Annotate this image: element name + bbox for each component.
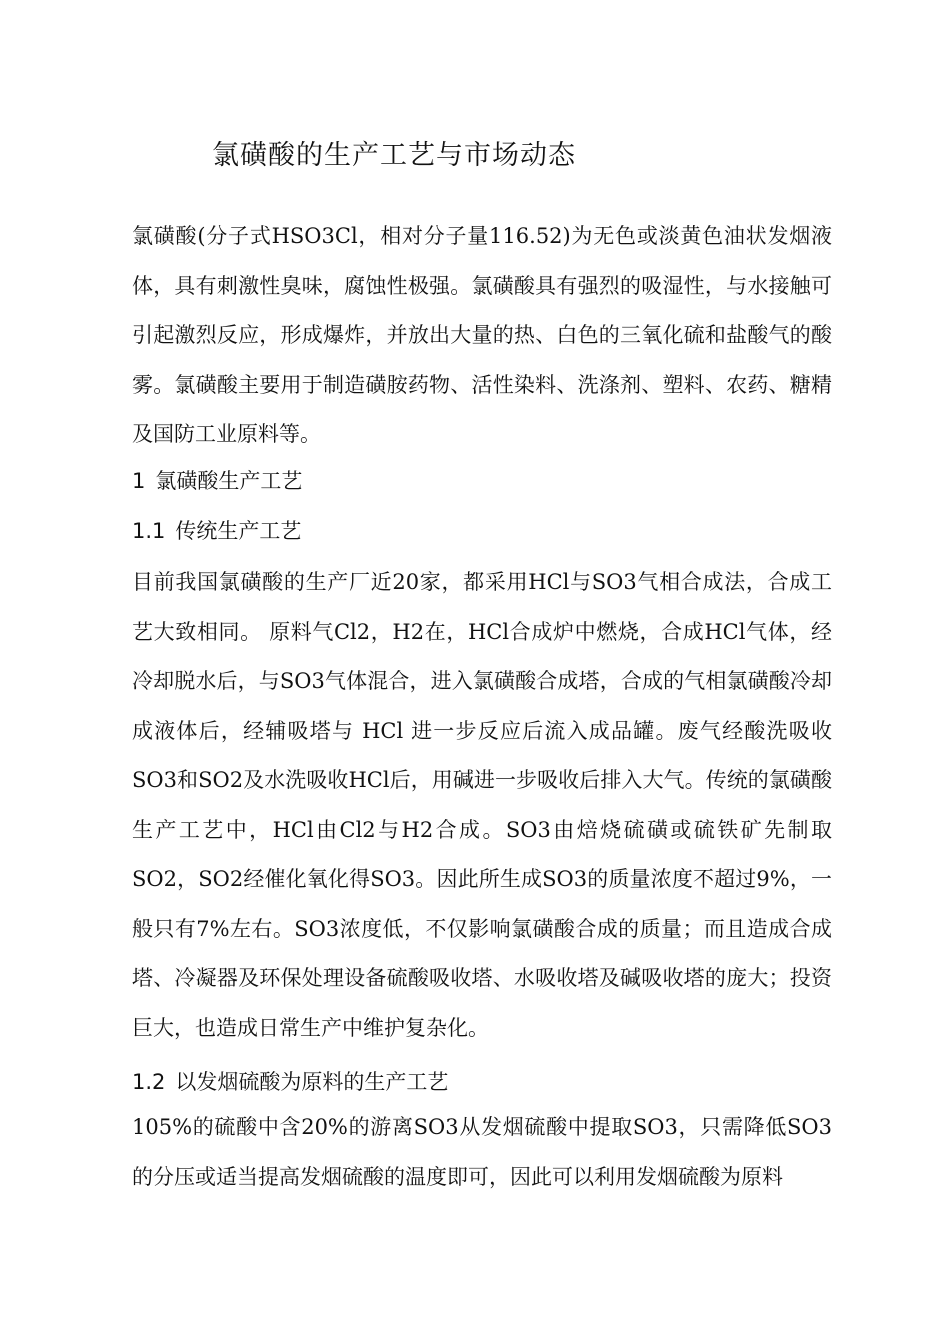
intro-paragraph: 氯磺酸(分子式HSO3Cl，相对分子量116.52)为无色或淡黄色油状发烟液体，具有刺激性臭味，腐蚀性极强。氯磺酸具有强烈的吸湿性，与水接触可引起激烈反应，形成爆炸，并放出大量的热、白色的三氧化硫和盐酸气的酸雾。氯磺酸主要用于制造磺胺药物、活性染料、洗涤剂、塑料、农药、糖精及国防工业原料等。	[132, 224, 832, 446]
section-1-number: 1	[132, 469, 146, 493]
document-title: 氯磺酸的生产工艺与市场动态	[212, 140, 576, 171]
section-1-heading	[132, 465, 302, 497]
section-1-2-title: 以发烟硫酸为原料的生产工艺	[175, 1070, 449, 1094]
section-1-title: 氯磺酸生产工艺	[155, 469, 303, 493]
section-1-2-heading	[132, 1066, 448, 1098]
section-1-2-number: 1.2	[132, 1070, 166, 1094]
section-1-1-number: 1.1	[132, 519, 166, 543]
section-1-1-heading	[132, 515, 301, 547]
section-1-1-title: 传统生产工艺	[175, 519, 302, 543]
section-1-2-paragraph: 105%的硫酸中含20%的游离SO3从发烟硫酸中提取SO3，只需降低SO3的分压或适当提高发烟硫酸的温度即可，因此可以利用发烟硫酸为原料	[132, 1115, 832, 1189]
section-1-1-paragraph: 目前我国氯磺酸的生产厂近20家，都采用HCl与SO3气相合成法，合成工艺大致相同。 原料气Cl2，H2在，HCl合成炉中燃烧，合成HCl气体，经冷却脱水后，与SO3气体混合，进入氯磺酸合成塔，合成的气相氯磺酸冷却成液体后，经辅吸塔与 HCl 进一步反应后流入成品罐。废气经酸洗吸收SO3和SO2及水洗吸收HCl后，用碱进一步吸收后排入大气。传统的氯磺酸生产工艺中，HCl由Cl2与H2合成。SO3由焙烧硫磺或硫铁矿先制取SO2，SO2经催化氧化得SO3。因此所生成SO3的质量浓度不超过9%，一般只有7%左右。SO3浓度低，不仅影响氯磺酸合成的质量；而且造成合成塔、冷凝器及环保处理设备硫酸吸收塔、水吸收塔及碱吸收塔的庞大；投资巨大，也造成日常生产中维护复杂化。	[132, 570, 832, 1040]
